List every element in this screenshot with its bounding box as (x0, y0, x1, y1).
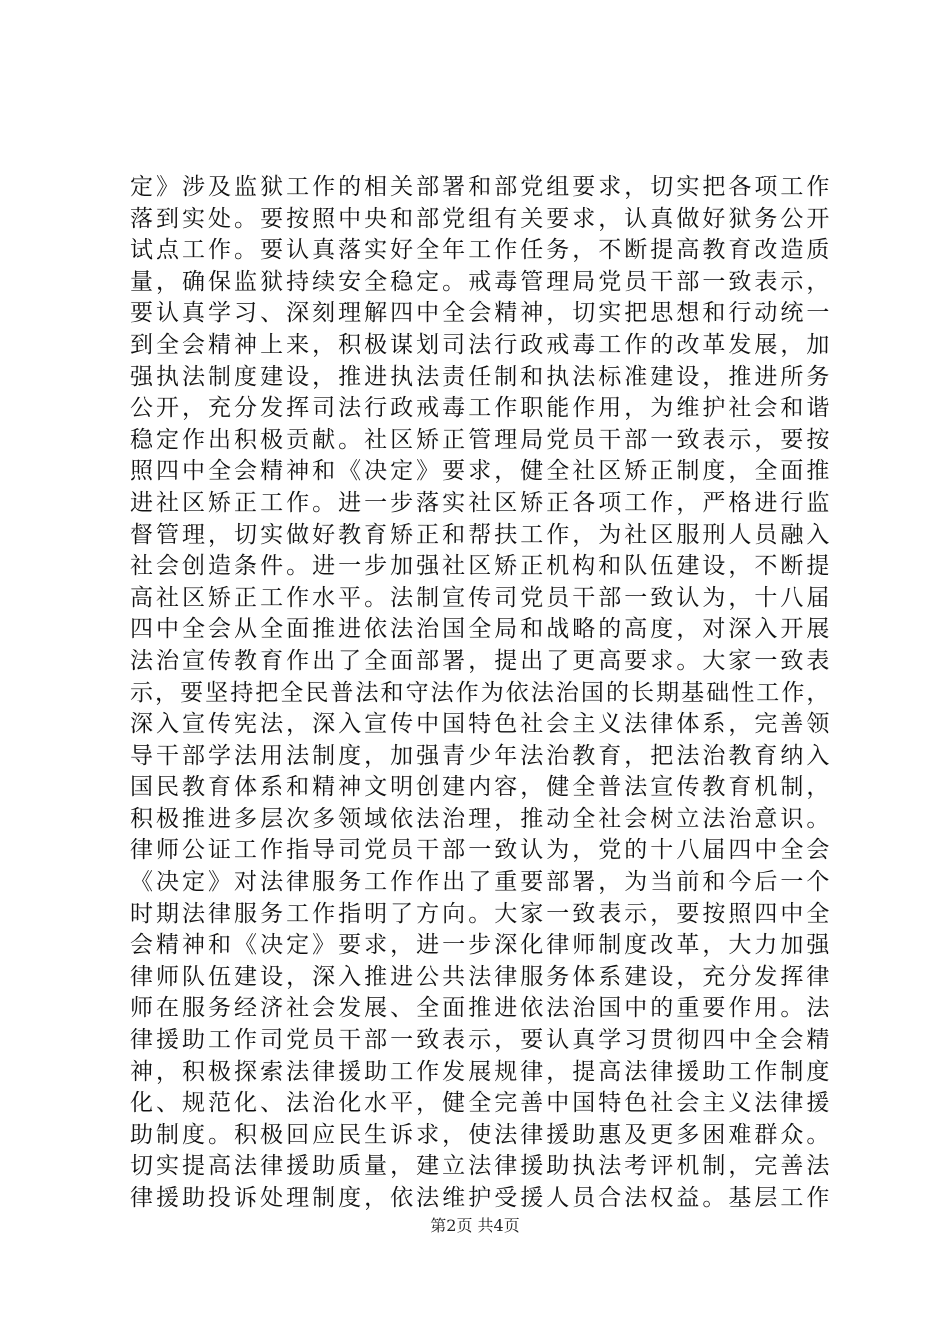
text-line: 强执法制度建设，推进执法责任制和执法标准建设，推进所务 (130, 363, 830, 390)
text-line: 量，确保监狱持续安全稳定。戒毒管理局党员干部一致表示， (130, 268, 830, 295)
text-line: 助制度。积极回应民生诉求，使法律援助惠及更多困难群众。 (130, 1121, 830, 1148)
text-line: 深入宣传宪法，深入宣传中国特色社会主义法律体系，完善领 (130, 711, 830, 738)
text-line: 律援助工作司党员干部一致表示，要认真学习贯彻四中全会精 (130, 1027, 830, 1054)
text-line: 四中全会从全面推进依法治国全局和战略的高度，对深入开展 (130, 616, 830, 643)
text-line: 法治宣传教育作出了全面部署，提出了更高要求。大家一致表 (130, 647, 830, 674)
text-line: 《决定》对法律服务工作作出了重要部署，为当前和今后一个 (130, 869, 830, 896)
text-line: 律师公证工作指导司党员干部一致认为，党的十八届四中全会 (130, 837, 830, 864)
text-line: 师在服务经济社会发展、全面推进依法治国中的重要作用。法 (130, 995, 830, 1022)
text-line: 国民教育体系和精神文明创建内容，健全普法宣传教育机制， (130, 774, 830, 801)
text-line: 稳定作出积极贡献。社区矫正管理局党员干部一致表示，要按 (130, 426, 830, 453)
text-line: 导干部学法用法制度，加强青少年法治教育，把法治教育纳入 (130, 742, 830, 769)
text-line: 公开，充分发挥司法行政戒毒工作职能作用，为维护社会和谐 (130, 395, 830, 422)
text-line: 高社区矫正工作水平。法制宣传司党员干部一致认为，十八届 (130, 584, 830, 611)
text-line: 律师队伍建设，深入推进公共法律服务体系建设，充分发挥律 (130, 963, 830, 990)
text-line: 神，积极探索法律援助工作发展规律，提高法律援助工作制度 (130, 1058, 830, 1085)
text-line: 定》涉及监狱工作的相关部署和部党组要求，切实把各项工作 (130, 174, 830, 200)
text-line: 律援助投诉处理制度，依法维护受援人员合法权益。基层工作 (130, 1185, 830, 1211)
page-footer: 第2页 共4页 (430, 1216, 520, 1235)
text-line: 要认真学习、深刻理解四中全会精神，切实把思想和行动统一 (130, 300, 830, 327)
text-line: 切实提高法律援助质量，建立法律援助执法考评机制，完善法 (130, 1153, 830, 1180)
text-line: 示，要坚持把全民普法和守法作为依法治国的长期基础性工作， (130, 679, 830, 706)
body-text (130, 172, 830, 1215)
text-line: 积极推进多层次多领域依法治理，推动全社会树立法治意识。 (130, 805, 830, 832)
text-line: 社会创造条件。进一步加强社区矫正机构和队伍建设，不断提 (130, 553, 830, 580)
text-line: 落到实处。要按照中央和部党组有关要求，认真做好狱务公开 (130, 205, 830, 232)
text-line: 会精神和《决定》要求，进一步深化律师制度改革，大力加强 (130, 932, 830, 959)
text-line: 时期法律服务工作指明了方向。大家一致表示，要按照四中全 (130, 900, 830, 927)
text-line: 到全会精神上来，积极谋划司法行政戒毒工作的改革发展，加 (130, 331, 830, 358)
text-line: 照四中全会精神和《决定》要求，健全社区矫正制度，全面推 (130, 458, 830, 485)
text-line: 督管理，切实做好教育矫正和帮扶工作，为社区服刑人员融入 (130, 521, 830, 548)
text-line: 试点工作。要认真落实好全年工作任务，不断提高教育改造质 (130, 237, 830, 264)
text-line: 进社区矫正工作。进一步落实社区矫正各项工作，严格进行监 (130, 489, 830, 516)
text-line: 化、规范化、法治化水平，健全完善中国特色社会主义法律援 (130, 1090, 830, 1117)
